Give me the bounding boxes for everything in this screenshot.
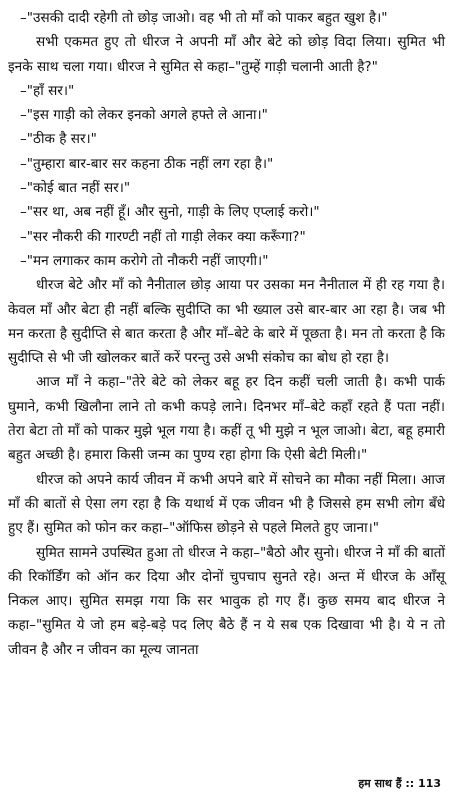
dialogue-line: –"ठीक है सर।" bbox=[20, 131, 97, 148]
dialogue-line: –"हाँ सर।" bbox=[20, 82, 75, 99]
paragraph: धीरज बेटे और माँ को नैनीताल छोड़ आया पर उसका मन नैनीताल में ही रह गया है। केवल माँ और बेटा ही नहीं बल्कि सुदीप्ति का भी ख्याल उसे बार-बार आ रहा है। जब भी मन करता है सुदीप्ति से बात करता है और माँ–बेटे के बारे में पूछता है। मन तो करता है कि सुदीप्ति से भी जी खोलकर बातें करें परन्तु उसे अभी संकोच का बोध हो रहा है। bbox=[8, 277, 445, 367]
paragraph: सुमित सामने उपस्थित हुआ तो धीरज ने कहा–"बैठो और सुनो। धीरज ने माँ की बातों की रिकॉर्डिंग को ऑन कर दिया और दोनों चुपचाप सुनते रहे। अन्त में धीरज के आँसू निकल आए। सुमित समझ गया कि सर भावुक हो गए हैं। कुछ समय बाद धीरज ने कहा–"सुमित ये जो हम बड़े-बड़े पद लिए बैठे हैं न ये सब एक दिखावा भी है। ये न तो जीवन है और न जीवन का मूल्य जानता bbox=[8, 544, 445, 658]
paragraph: सभी एकमत हुए तो धीरज ने अपनी माँ और बेटे को छोड़ विदा लिया। सुमित भी इनके साथ चला गया। धीरज ने सुमित से कहा–"तुम्हें गाड़ी चलानी आती है?" bbox=[8, 34, 445, 75]
paragraph: आज माँ ने कहा–"तेरे बेटे को लेकर बहू हर दिन कहीं चली जाती है। कभी पार्क घुमाने, कभी खिलौना लाने तो कभी कपड़े लाने। दिनभर माँ–बेटे कहाँ रहते हैं पता नहीं। तेरा बेटा तो माँ को पाकर मुझे भूल गया है। कहीं तू भी मुझे न भूल जाओ। बेटा, बहू हमारी बहुत अच्छी है। हमारा किसी जन्म का पुण्य रहा होगा कि ऐसी बेटी मिली।" bbox=[8, 374, 445, 464]
dialogue-line: –"इस गाड़ी को लेकर इनको अगले हफ्ते ले आना।" bbox=[20, 107, 268, 124]
dialogue-line: –"सर था, अब नहीं हूँ। और सुनो, गाड़ी के लिए एप्लाई करो।" bbox=[20, 204, 320, 221]
dialogue-line: –"कोई बात नहीं सर।" bbox=[20, 180, 131, 197]
page-body-text bbox=[8, 6, 445, 662]
dialogue-line: –"तुम्हारा बार-बार सर कहना ठीक नहीं लग रहा है।" bbox=[20, 155, 274, 172]
dialogue-line: –"उसकी दादी रहेगी तो छोड़ जाओ। वह भी तो माँ को पाकर बहुत खुश है।" bbox=[20, 10, 388, 26]
dialogue-line: –"मन लगाकर काम करोगे तो नौकरी नहीं जाएगी।" bbox=[20, 252, 269, 269]
paragraph: धीरज को अपने कार्य जीवन में कभी अपने बारे में सोचने का मौका नहीं मिला। आज माँ की बातों से ऐसा लग रहा है कि यथार्थ में एक जीवन भी है जिससे हम सभी लोग बँधे हुए हैं। सुमित को फोन कर कहा–"ऑफिस छोड़ने से पहले मिलते हुए जाना।" bbox=[8, 471, 445, 537]
page-footer: हम साथ हैं :: 113 bbox=[358, 777, 441, 790]
dialogue-line: –"सर नौकरी की गारण्टी नहीं तो गाड़ी लेकर क्या करूँगा?" bbox=[20, 228, 306, 245]
